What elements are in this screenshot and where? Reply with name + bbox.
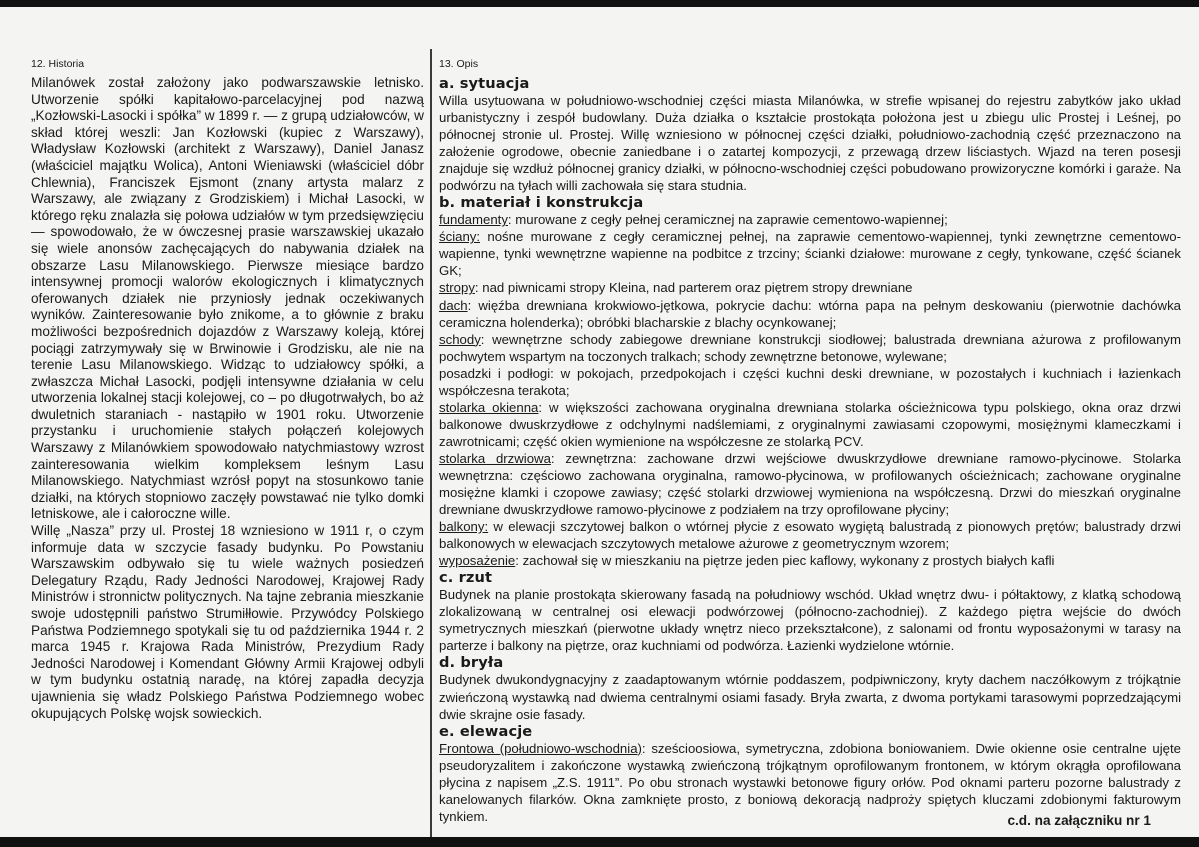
material-item-roof: dach: więźba drewniana krokwiowo-jętkowa, pokrycie dachu: wtórna papa na pełnym deskowaniu (pierwotnie dachówka ceramiczna holenderka); obróbki blacharskie z blachy ocynkowanej; <box>439 297 1181 330</box>
section-label-description: 13. Opis <box>439 58 479 70</box>
material-item-windows: stolarka okienna: w większości zachowana oryginalna drewniana stolarka ościeżnicowa typu polskiego, okna oraz drzwi balkonowe dwuskrzydłowe z odchylnymi nadślemiami, z oryginalnymi zawiasami czopowymi, mosiężnymi klameczkami i zawrotnicami; część okien wymienione na współczesne ze stolarką PCV. <box>439 399 1181 449</box>
plan-text: Budynek na planie prostokąta skierowany fasadą na południowy wschód. Układ wnętrz dwu- i półtaktowy, z klatką schodową zlokalizowaną w centralnej osi elewacji podwórzowej (północno-zachodniej). Z każdego piętra wejście do dwóch symetrycznych mieszkań (pierwotne układy wnętrz nieco przekształcone), z salonami od frontu wyposażonymi w tarasy na parterze i balkony na piętrze, oraz kuchniami od podwórza. Łazienki wydzielone wtórnie. <box>439 587 1181 654</box>
history-column <box>31 57 424 722</box>
history-paragraph-2: Willę „Nasza” przy ul. Prostej 18 wzniesiono w 1911 r, o czym informuje data w szczycie fasady budynku. Po Powstaniu Warszawskim odbywało się tu wiele ważnych posiedzeń Delegatury Rządu, Rady Jedności Narodowej, Krajowej Rady Ministrów i stronnictw politycznych. Na tajne zebrania mieszkanie swoje udostępnili państwo Strumiłłowie. Przywódcy Polskiego Państwa Podziemnego spotykali się tu od października 1944 r. 2 marca 1945 r. Krajowa Rada Ministrów, Prezydium Rady Jedności Narodowej i Komendant Główny Armii Krajowej odbyli w tym budynku ostatnią naradę, na której zapadła decyzja ujawnienia się władz Polskiego Państwa Podziemnego wobec okupujących Polskę wojsk sowieckich. <box>31 523 424 721</box>
continuation-note: c.d. na załączniku nr 1 <box>1007 813 1151 828</box>
massing-text: Budynek dwukondygnacyjny z zaadaptowanym wtórnie poddaszem, podpiwniczony, kryty dachem naczółkowym z trójkątnie zwieńczoną wystawką nad dwiema centralnymi osiami fasady. Bryła zwarta, z dwoma portykami tarasowymi poprzedzającymi dwie skrajne osie fasady. <box>439 672 1181 722</box>
material-item-walls: ściany: nośne murowane z cegły ceramicznej pełnej, na zaprawie cementowo-wapiennej, tynki zewnętrzne cementowo-wapienne, tynki wewnętrzne wapienne na podbitce z trzciny; ścianki działowe: murowane z cegły, tynkowane, część ścianek GK; <box>439 229 1181 279</box>
heading-massing: d. bryła <box>439 654 504 672</box>
heading-plan: c. rzut <box>439 569 493 587</box>
column-divider <box>430 49 432 837</box>
heading-material: b. materiał i konstrukcja <box>439 194 644 212</box>
material-item-floors: posadzki i podłogi: w pokojach, przedpokojach i części kuchni deski drewniane, w pozostałych i kuchniach i łazienkach współczesna terakota; <box>439 365 1181 398</box>
material-item-doors: stolarka drzwiowa: zewnętrzna: zachowane drzwi wejściowe dwuskrzydłowe drewniane ramowo-płycinowe. Stolarka wewnętrzna: częściowo zachowana oryginalna, ramowo-płycinowa, w profilowanych ościeżnicach; zachowane oryginalne mosiężne klamki i czopowe zawiasy; część stolarki drzwiowej wymieniona na współczesną. Drzwi do mieszkań oryginalne drewniane dwuskrzydłowe ramowo-płycinowe z podziałem na trzy oprofilowane płyciny; <box>439 450 1181 518</box>
document-page <box>0 7 1199 837</box>
situation-text: Willa usytuowana w południowo-wschodniej części miasta Milanówka, w strefie wpisanej do rejestru zabytków jako układ urbanistyczny i zespół budowlany. Duża działka o kształcie prostokąta położona jest u zbiegu ulic Prostej i Leśnej, po północnej stronie ul. Prostej. Willę wzniesiono w północnej części działki, południowo-zachodnią część przeznaczono na założenie ogrodowe, obecnie zaniedbane i o zatartej kompozycji, z przewagą drzew liściastych. Wjazd na teren posesji znajduje się wzdłuż północnej granicy działki, w północno-wschodniej części pobudowano prowizoryczne komórki i garaże. Na podwórzu na tyłach willi zachowała się stara studnia. <box>439 93 1181 194</box>
material-item-stairs: schody: wewnętrzne schody zabiegowe drewniane konstrukcji siodłowej; balustrada drewniana ażurowa z profilowanym pochwytem wspartym na toczonych tralkach; schody zewnętrzne betonowe, wylewane; <box>439 331 1181 364</box>
heading-situation: a. sytuacja <box>439 75 530 92</box>
heading-elevations: e. elewacje <box>439 722 533 740</box>
material-item-balconies: balkony: w elewacji szczytowej balkon o wtórnej płycie z esowato wygiętą balustradą z pionowych prętów; balustrady drzwi balkonowych w elewacjach szczytowych metalowe ażurowe z geometrycznym wzorem; <box>439 519 1181 552</box>
material-item-equipment: wyposażenie: zachował się w mieszkaniu na piętrze jeden piec kaflowy, wykonany z prostych białych kafli <box>439 553 1055 569</box>
description-column <box>439 57 1181 825</box>
material-item-ceilings: stropy: nad piwnicami stropy Kleina, nad parterem oraz piętrem stropy drewniane <box>439 280 913 296</box>
elevations-text: Frontowa (południowo-wschodnia): sześcioosiowa, symetryczna, zdobiona boniowaniem. Dwie okienne osie centralne ujęte pseudoryzalitem i zakończone wystawką zwieńczoną trójkątnym oprofilowanym frontonem, w którym okrągła oprofilowana płycina z napisem „Z.S. 1911”. Po obu stronach wystawki betonowe figury orłów. Pod oknami parteru pozorne balustrady z kanelowanych filarków. Okna zamknięte prosto, z boniową dekoracją nadproży spiętych kluczami zdobionymi fakturowym tynkiem. <box>439 740 1181 824</box>
material-item-foundations: fundamenty: murowane z cegły pełnej ceramicznej na zaprawie cementowo-wapiennej; <box>439 212 948 228</box>
section-label-history: 12. Historia <box>31 58 85 70</box>
history-paragraph-1: Milanówek został założony jako podwarszawskie letnisko. Utworzenie spółki kapitałowo-parcelacyjnej pod nazwą „Kozłowski-Lasocki i spółka” w 1899 r. — z grupą udziałowców, w skład której weszli: Jan Kozłowski (kupiec z Warszawy), Władysław Kozłowski (architekt z Warszawy), Daniel Janasz (właściciel majątku Wolica), Antoni Wieniawski (właściciel dóbr Chlewnia), Franciszek Ejsmont (znany artysta malarz z Warszawy, ale związany z Grodziskiem) i Michał Lasocki, w którego ręku znalazła się połowa udziałów w tym przedsięwzięciu — spowodowało, że w ówczesnej prasie warszawskiej ukazało się wiele anonsów zachęcających do nabywania działek na obszarze Lasu Milanowskiego. Pierwsze miesiące bardzo intensywnej promocji walorów ekologicznych i klimatycznych oferowanych działek nie przyniosły jednak oczekiwanych wyników. Zainteresowanie było znikome, a to głównie z braku możliwości bezpośrednich dojazdów z Warszawy koleją, której pociągi zatrzymywały się w Brwinowie i Grodzisku, ale nie na terenie Lasu Milanowskiego. Widząc to udziałowcy spółki, a zwłaszcza Michał Lasocki, podjęli intensywne działania w celu utworzenia lokalnej stacji kolejowej, co – po długotrwałych, bo aż dwuletnich staraniach - nastąpiło w 1901 roku. Utworzenie przystanku i uruchomienie stałych połączeń kolejowych Warszawy z Milanówkiem spowodowało natychmiastowy wzrost zainteresowania wielkim kompleksem leśnym Lasu Milanowskiego. Natychmiast wzrósł popyt na stosunkowo tanie działki, na których stopniowo zaczęły powstawać nie tylko domki letniskowe, ale i całoroczne wille. <box>31 75 424 522</box>
